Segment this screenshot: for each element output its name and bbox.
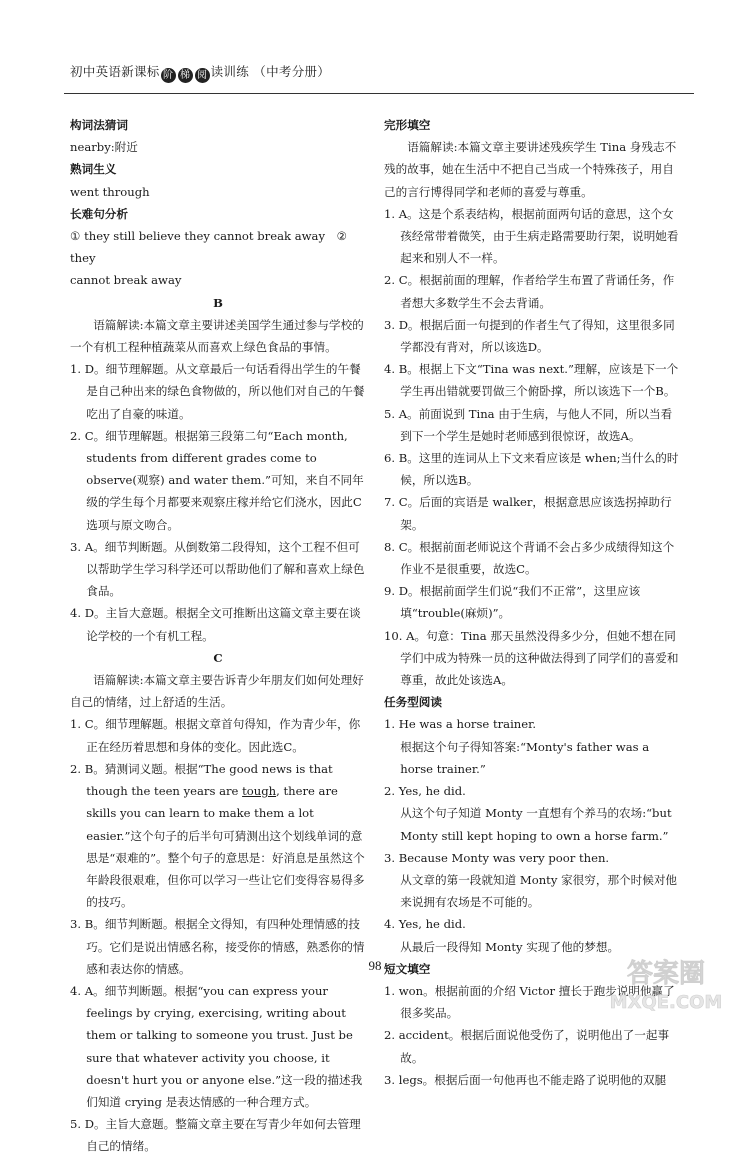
answer-item: 7. C。后面的宾语是 walker，根据意思应该选拐掉助行架。 [384, 495, 672, 532]
answer-item: 1. A。这是个系表结构，根据前面两句话的意思，这个女孩经常带着微笑，由于生病走路需要助行架，说明她看起来和别人不一样。 [384, 206, 679, 266]
answer-item: 6. B。这里的连词从上下文来看应该是 when;当什么的时候，所以选B。 [384, 451, 679, 488]
left-column [70, 114, 366, 1158]
answer-text: , there are skills you can learn to make them a lot easier.”这个句子的后半句可猜测出这个划线单词的意思是“艰难的”。整个句子的意思是：好消息是虽然这个年龄段很艰难，但你可以学习一些让它们变得容易得多的技巧。 [86, 784, 365, 910]
answer-item: 3. A。细节判断题。从倒数第二段得知，这个工程不但可以帮助学生学习科学还可以帮助他们了解和喜欢上绿色食品。 [70, 539, 365, 599]
sentence-analysis-cont: cannot break away [70, 273, 182, 288]
answer-item: 2. accident。根据后面说他受伤了，说明他出了一起事故。 [384, 1028, 670, 1065]
answer-item: 9. D。根据前面学生们说“我们不正常”，这里应该填“trouble(麻烦)”。 [384, 584, 641, 621]
answer-item: 4. D。主旨大意题。根据全文可推断出这篇文章主要在谈论学校的一个有机工程。 [70, 606, 361, 643]
task-answer: 1. He was a horse trainer. [384, 717, 537, 732]
task-answer: 3. Because Monty was very poor then. [384, 850, 610, 865]
watermark-line2: MXQE.COM [609, 992, 723, 1013]
underlined-word: tough [242, 784, 277, 799]
answer-item: 4. A。细节判断题。根据“you can express your feelings by crying, exercising, writing about them or talking to someone you trust. Just be sure that whatever activity you choose, it doesn't hurt you or anyone else.”这一段的描述我们知道 crying 是表达情感的一种合理方式。 [70, 983, 363, 1109]
answer-item: 1. C。细节理解题。根据文章首句得知，作为青少年，你正在经历着思想和身体的变化。因此选C。 [70, 717, 361, 754]
cloze-heading: 完形填空 [384, 118, 431, 132]
header-subtitle: （中考分册） [253, 64, 331, 79]
task-explanation: 从最后一段得知 Monty 实现了他的梦想。 [400, 939, 620, 954]
task-answer: 4. Yes, he did. [384, 917, 466, 932]
answer-text: 2. B。猜测词义题。根据“The good news is that though the teen years are [70, 761, 333, 799]
section-heading: 熟词生义 [70, 162, 117, 177]
answer-item: 3. legs。根据后面一句他再也不能走路了说明他的双腿 [384, 1072, 667, 1087]
running-header [70, 62, 690, 83]
answer-item: 5. D。主旨大意题。整篇文章主要在写青少年如何去管理自己的情绪。 [70, 1117, 361, 1154]
answer-item: 5. A。前面说到 Tina 由于生病，与他人不同，所以当看到下一个学生是她时老师感到很惊讶，故选A。 [384, 406, 673, 443]
answer-item: 10. A。句意：Tina 那天虽然没得多少分，但她不想在同学们中成为特殊一员的这种做法得到了同学们的喜爱和尊重，故此处该选A。 [384, 628, 679, 688]
sentence-analysis: ① they still believe they cannot break away ② they [70, 229, 347, 266]
answer-item: 3. D。根据后面一句提到的作者生气了得知，这里很多同学都没有背对，所以该选D。 [384, 317, 675, 355]
answer-item: 1. won。根据前面的介绍 Victor 擅长于跑步说明他赢了很多奖品。 [384, 983, 675, 1021]
vocab-line: nearby:附近 [70, 140, 138, 155]
answer-item: 1. D。细节理解题。从文章最后一句话看得出学生的午餐是自己种出来的绿色食物做的，所以他们对自己的午餐吃出了自豪的味道。 [70, 362, 365, 421]
task-explanation: 根据这个句子得知答案:“Monty's father was a horse trainer.” [400, 739, 650, 776]
task-answer: 2. Yes, he did. [384, 784, 466, 799]
passage-c-intro: 语篇解读:本篇文章主要告诉青少年朋友们如何处理好自己的情绪，过上舒适的生活。 [70, 673, 364, 710]
header-logo-char-3: 阅 [195, 68, 210, 83]
answer-item: 4. B。根据上下文“Tina was next.”理解，应该是下一个学生再出错就要罚做三个俯卧撑，所以该选下一个B。 [384, 362, 679, 399]
answer-item [70, 758, 366, 913]
task-reading-heading: 任务型阅读 [384, 695, 442, 710]
section-heading: 长难句分析 [70, 206, 128, 221]
page-number: 98 [368, 958, 382, 973]
header-logo-char-2: 梯 [178, 68, 193, 83]
watermark-line1: 答案圈 [626, 959, 706, 989]
task-explanation: 从这个句子知道 Monty 一直想有个养马的农场:“but Monty still kept hoping to own a horse farm.” [400, 806, 672, 843]
answer-item: 2. C。根据前面的理解，作者给学生布置了背诵任务，作者想大多数学生不会去背诵。 [384, 273, 675, 310]
header-logo-char-1: 阶 [161, 68, 176, 83]
task-explanation: 从文章的第一段就知道 Monty 家很穷，那个时候对他来说拥有农场是不可能的。 [400, 872, 678, 910]
answer-item: 2. C。细节理解题。根据第三段第二句“Each month, students from different grades come to observe(观察) and water them.”可知，来自不同年级的学生每个月都要来观察庄稼并给它们浇水，因此C选项与原文吻合。 [70, 428, 364, 532]
cloze-intro: 语篇解读:本篇文章主要讲述残疾学生 Tina 身残志不残的故事，她在生活中不把自己当成一个特殊孩子，用自己的言行博得同学和老师的喜爱与尊重。 [384, 140, 677, 199]
passage-b-intro: 语篇解读:本篇文章主要讲述美国学生通过参与学校的一个有机工程种植蔬菜从而喜欢上绿色食品的事情。 [70, 317, 364, 355]
answer-item: 3. B。细节判断题。根据全文得知，有四种处理情感的技巧。它们是说出情感名称，接受你的情感，熟悉你的情感和表达你的情感。 [70, 917, 365, 976]
section-heading: 构词法猜词 [70, 118, 128, 132]
header-title-pre: 初中英语新课标 [70, 64, 160, 79]
answer-item: 8. C。根据前面老师说这个背诵不会占多少成绩得知这个作业不是很重要，故选C。 [384, 539, 675, 577]
passage-b-title: B [213, 295, 223, 310]
short-passage-heading: 短文填空 [384, 961, 431, 976]
header-rule [64, 93, 694, 94]
right-column [384, 114, 680, 1091]
passage-c-title: C [213, 650, 223, 665]
header-title-post: 读训练 [210, 64, 250, 79]
watermark-logo [596, 952, 736, 1016]
vocab-line: went through [70, 184, 150, 199]
